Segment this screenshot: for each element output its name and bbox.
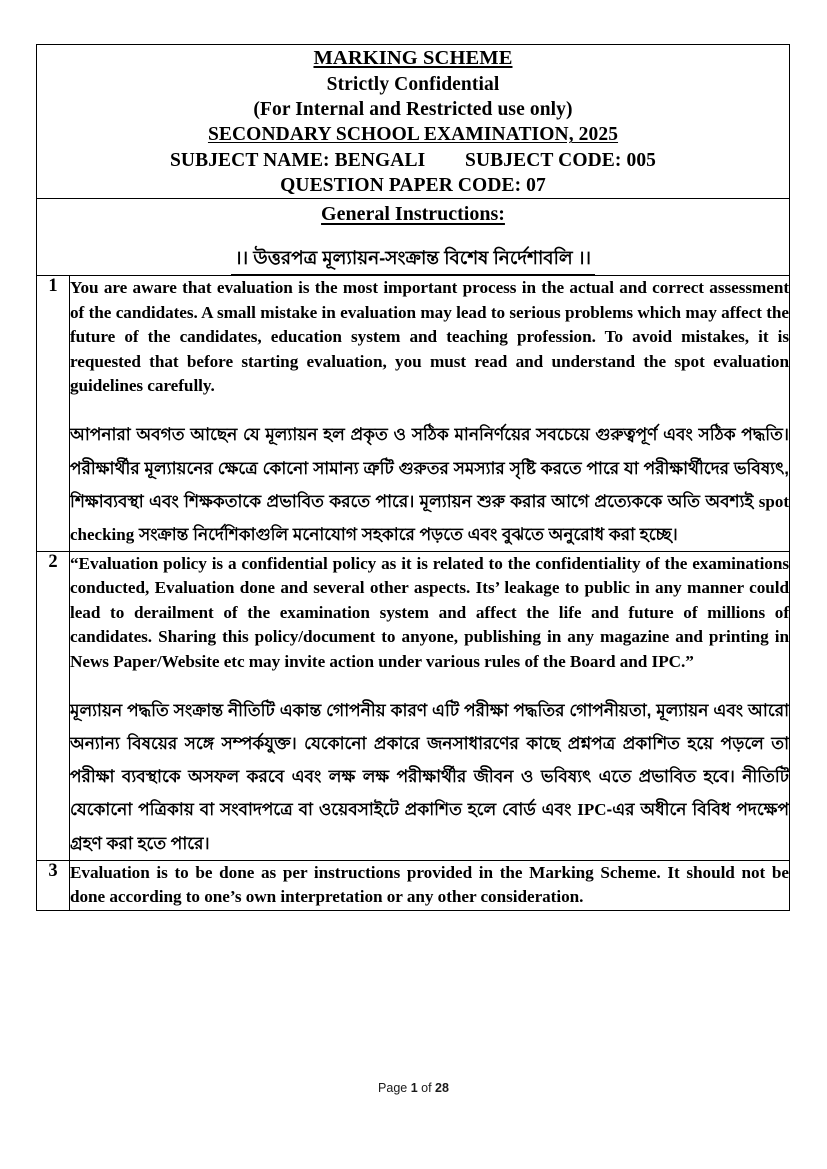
examination-name: SECONDARY SCHOOL EXAMINATION, 2025 (207, 124, 619, 146)
document-header (37, 45, 790, 199)
instruction-bangla-2-part2: -এর অধীনে বিবিধ পদক্ষেপ গ্রহণ করা হতে পারে। (70, 800, 789, 853)
general-instructions-row (37, 199, 790, 276)
footer-page-middle: of (417, 1081, 436, 1095)
instruction-bangla-2-latin: IPC (577, 800, 607, 820)
instruction-bangla-1-latin: spot checking (70, 491, 789, 544)
instruction-bangla-2-part1: মূল্যায়ন পদ্ধতি সংক্রান্ত নীতিটি একান্ত গোপনীয় কারণ এটি পরীক্ষা পদ্ধতির গোপনীয়তা, মূল্যায়ন এবং আরো অন্যান্য বিষয়ের সঙ্গে সম্পর্কযুক্ত। যেকোনো প্রকারে জনসাধারণের কাছে প্রশ্নপত্র প্রকাশিত হয়ে পড়লে তা পরীক্ষা ব্যবস্থাকে অসফল করবে এবং লক্ষ লক্ষ পরীক্ষার্থীর জীবন ও ভবিষ্যৎ এতে প্রভাবিত হবে। নীতিটি যেকোনো পত্রিকায় বা সংবাদপত্রে বা ওয়েবসাইটে প্রকাশিত হলে বোর্ড এবং (70, 701, 789, 820)
instruction-number-1: 1 (37, 276, 70, 552)
header-row (37, 45, 790, 199)
instruction-number-3: 3 (37, 860, 70, 910)
instruction-english-1: You are aware that evaluation is the most important process in the actual and correct assessment of the candidates. A small mistake in evaluation may lead to serious problems which may affect the future of the candidates, education system and teaching profession. To avoid mistakes, it is requested that before starting evaluation, you must read and understand the spot evaluation guidelines carefully. (70, 278, 789, 395)
instruction-bangla-1-part2: সংক্রান্ত নির্দেশিকাগুলি মনোযোগ সহকারে পড়তে এবং বুঝতে অনুরোধ করা হচ্ছে। (134, 524, 678, 544)
page-footer (0, 1081, 827, 1095)
footer-page-number: 1 (410, 1081, 418, 1095)
restricted-use-note: (For Internal and Restricted use only) (253, 98, 573, 120)
table-row (37, 551, 790, 860)
instruction-body-2 (70, 551, 790, 860)
table-row (37, 860, 790, 910)
marking-scheme-table (36, 44, 790, 911)
general-instructions-block (37, 199, 790, 276)
instruction-english-2: “Evaluation policy is a confidential policy as it is related to the confidentiality of the examinations conducted, Evaluation done and several other aspects. Its’ leakage to public in any manner could lead to derailment of the examination system and affect the life and future of millions of candidates. Sharing this policy/document to anyone, publishing in any magazine and printing in News Paper/Website etc may invite action under various rules of the Board and IPC.” (70, 553, 789, 671)
general-instructions-bangla-wrap (37, 245, 789, 275)
instruction-body-1 (70, 276, 790, 552)
instruction-bangla-1-part1: আপনারা অবগত আছেন যে মূল্যায়ন হল প্রকৃত ও সঠিক মাননির্ণয়ের সবচেয়ে গুরুত্বপূর্ণ এবং সঠিক পদ্ধতি। পরীক্ষার্থীর মূল্যায়নের ক্ষেত্রে কোনো সামান্য ত্রুটি গুরুতর সমস্যার সৃষ্টি করতে পারে যা পরীক্ষার্থীদের ভবিষ্যৎ, শিক্ষাব্যবস্থা এবং শিক্ষকতাকে প্রভাবিত করতে পারে। মূল্যায়ন শুরু করার আগে প্রত্যেককে অতি অবশ্যই (70, 425, 789, 511)
footer-page-prefix: Page (378, 1081, 411, 1095)
footer-page-total: 28 (435, 1081, 449, 1095)
instruction-number-2: 2 (37, 551, 70, 860)
instruction-bangla-2 (70, 694, 789, 860)
instruction-body-3 (70, 860, 790, 910)
question-paper-code: QUESTION PAPER CODE: 07 (280, 175, 546, 197)
confidential-label: Strictly Confidential (326, 73, 500, 95)
general-instructions-title: General Instructions: (321, 203, 505, 226)
instruction-bangla-1 (70, 418, 789, 551)
general-instructions-bangla-title: ।। উত্তরপত্র মূল্যায়ন-সংক্রান্ত বিশেষ নির্দেশাবলি ।। (231, 245, 595, 275)
page-title: MARKING SCHEME (313, 47, 513, 69)
instruction-english-3: Evaluation is to be done as per instructions provided in the Marking Scheme. It should not be done according to one’s own interpretation or any other consideration. (70, 862, 789, 907)
subject-line: SUBJECT NAME: BENGALI SUBJECT CODE: 005 (169, 149, 657, 171)
table-row (37, 276, 790, 552)
